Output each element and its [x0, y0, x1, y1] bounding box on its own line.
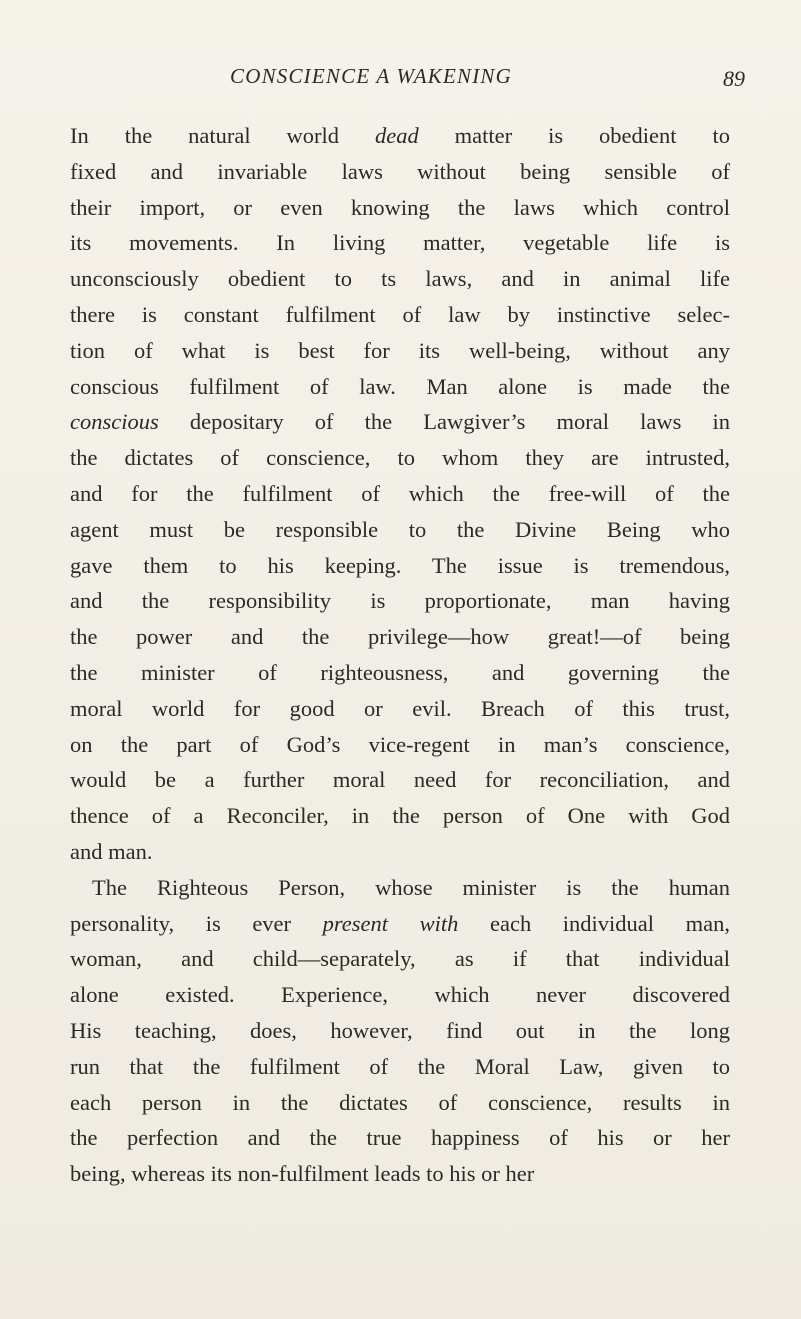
- text-line: [70, 583, 730, 619]
- text-line: [70, 512, 730, 548]
- italic-text: conscious: [70, 409, 159, 435]
- text-run: and man.: [70, 838, 153, 864]
- text-run: each person in the dictates of conscience, results in: [70, 1089, 730, 1115]
- text-line: [70, 762, 730, 798]
- page-number: 89: [723, 66, 745, 91]
- text-run: moral world for good or evil. Breach of this trust,: [70, 695, 730, 721]
- running-title: CONSCIENCE A WAKENING: [230, 64, 512, 88]
- text-line: [70, 941, 730, 977]
- text-line: [70, 404, 730, 440]
- text-run: their import, or even knowing the laws which control: [70, 194, 730, 220]
- text-line: [70, 118, 730, 154]
- text-line: [70, 1120, 730, 1156]
- body-text: [70, 118, 730, 1192]
- text-line: [70, 870, 730, 906]
- text-run: the minister of righteousness, and governing the: [70, 659, 730, 685]
- text-run: the perfection and the true happiness of his or her: [70, 1125, 730, 1151]
- text-line: [70, 476, 730, 512]
- text-run: run that the fulfilment of the Moral Law, given to: [70, 1053, 730, 1079]
- text-line: [70, 1156, 730, 1192]
- text-run: the power and the privilege—how great!—of being: [70, 624, 730, 650]
- text-run: woman, and child—separately, as if that individual: [70, 946, 730, 972]
- text-line: [70, 1049, 730, 1085]
- text-line: [70, 655, 730, 691]
- text-run: gave them to his keeping. The issue is tremendous,: [70, 552, 730, 578]
- text-line: [70, 1085, 730, 1121]
- text-run: unconsciously obedient to ts laws, and in animal life: [70, 266, 730, 292]
- text-run: being, whereas its non-fulfilment leads to his or her: [70, 1161, 535, 1187]
- text-line: [70, 906, 730, 942]
- text-line: [70, 798, 730, 834]
- text-run: tion of what is best for its well-being, without any: [70, 337, 730, 363]
- text-run: personality, is ever: [70, 910, 323, 936]
- italic-text: dead: [374, 123, 419, 148]
- text-run: His teaching, does, however, find out in the long: [70, 1017, 730, 1043]
- text-run: agent must be responsible to the Divine Being who: [70, 516, 730, 542]
- text-run: the dictates of conscience, to whom they are intrusted,: [70, 445, 730, 471]
- text-run: In the natural world: [70, 123, 375, 148]
- text-line: [70, 297, 730, 333]
- text-run: The Righteous Person, whose minister is the human: [92, 874, 730, 900]
- text-run: and for the fulfilment of which the free-will of the: [70, 480, 730, 506]
- italic-text: present with: [322, 910, 459, 936]
- text-run: and the responsibility is proportionate, man having: [70, 588, 730, 614]
- text-line: [70, 190, 730, 226]
- text-run: its movements. In living matter, vegetable life is: [70, 230, 730, 256]
- text-line: [70, 440, 730, 476]
- text-run: depositary of the Lawgiver’s moral laws in: [158, 409, 730, 435]
- text-line: [70, 727, 730, 763]
- text-line: [70, 154, 730, 190]
- text-run: thence of a Reconciler, in the person of One with God: [70, 803, 730, 829]
- text-run: there is constant fulfilment of law by instinctive selec-: [70, 301, 730, 327]
- text-line: [70, 691, 730, 727]
- text-line: [70, 261, 730, 297]
- text-line: [70, 619, 730, 655]
- text-run: alone existed. Experience, which never discovered: [70, 982, 730, 1008]
- text-run: each individual man,: [458, 910, 730, 936]
- text-run: fixed and invariable laws without being sensible of: [70, 158, 730, 184]
- text-line: [70, 834, 730, 870]
- text-run: on the part of God’s vice-regent in man’s conscience,: [70, 731, 730, 757]
- text-line: [70, 548, 730, 584]
- text-line: [70, 369, 730, 405]
- text-run: matter is obedient to: [418, 123, 730, 148]
- text-run: conscious fulfilment of law. Man alone is made the: [70, 373, 730, 399]
- text-line: [70, 225, 730, 261]
- text-line: [70, 977, 730, 1013]
- text-line: [70, 333, 730, 369]
- running-head: [0, 64, 801, 104]
- text-line: [70, 1013, 730, 1049]
- text-run: would be a further moral need for reconciliation, and: [70, 767, 730, 793]
